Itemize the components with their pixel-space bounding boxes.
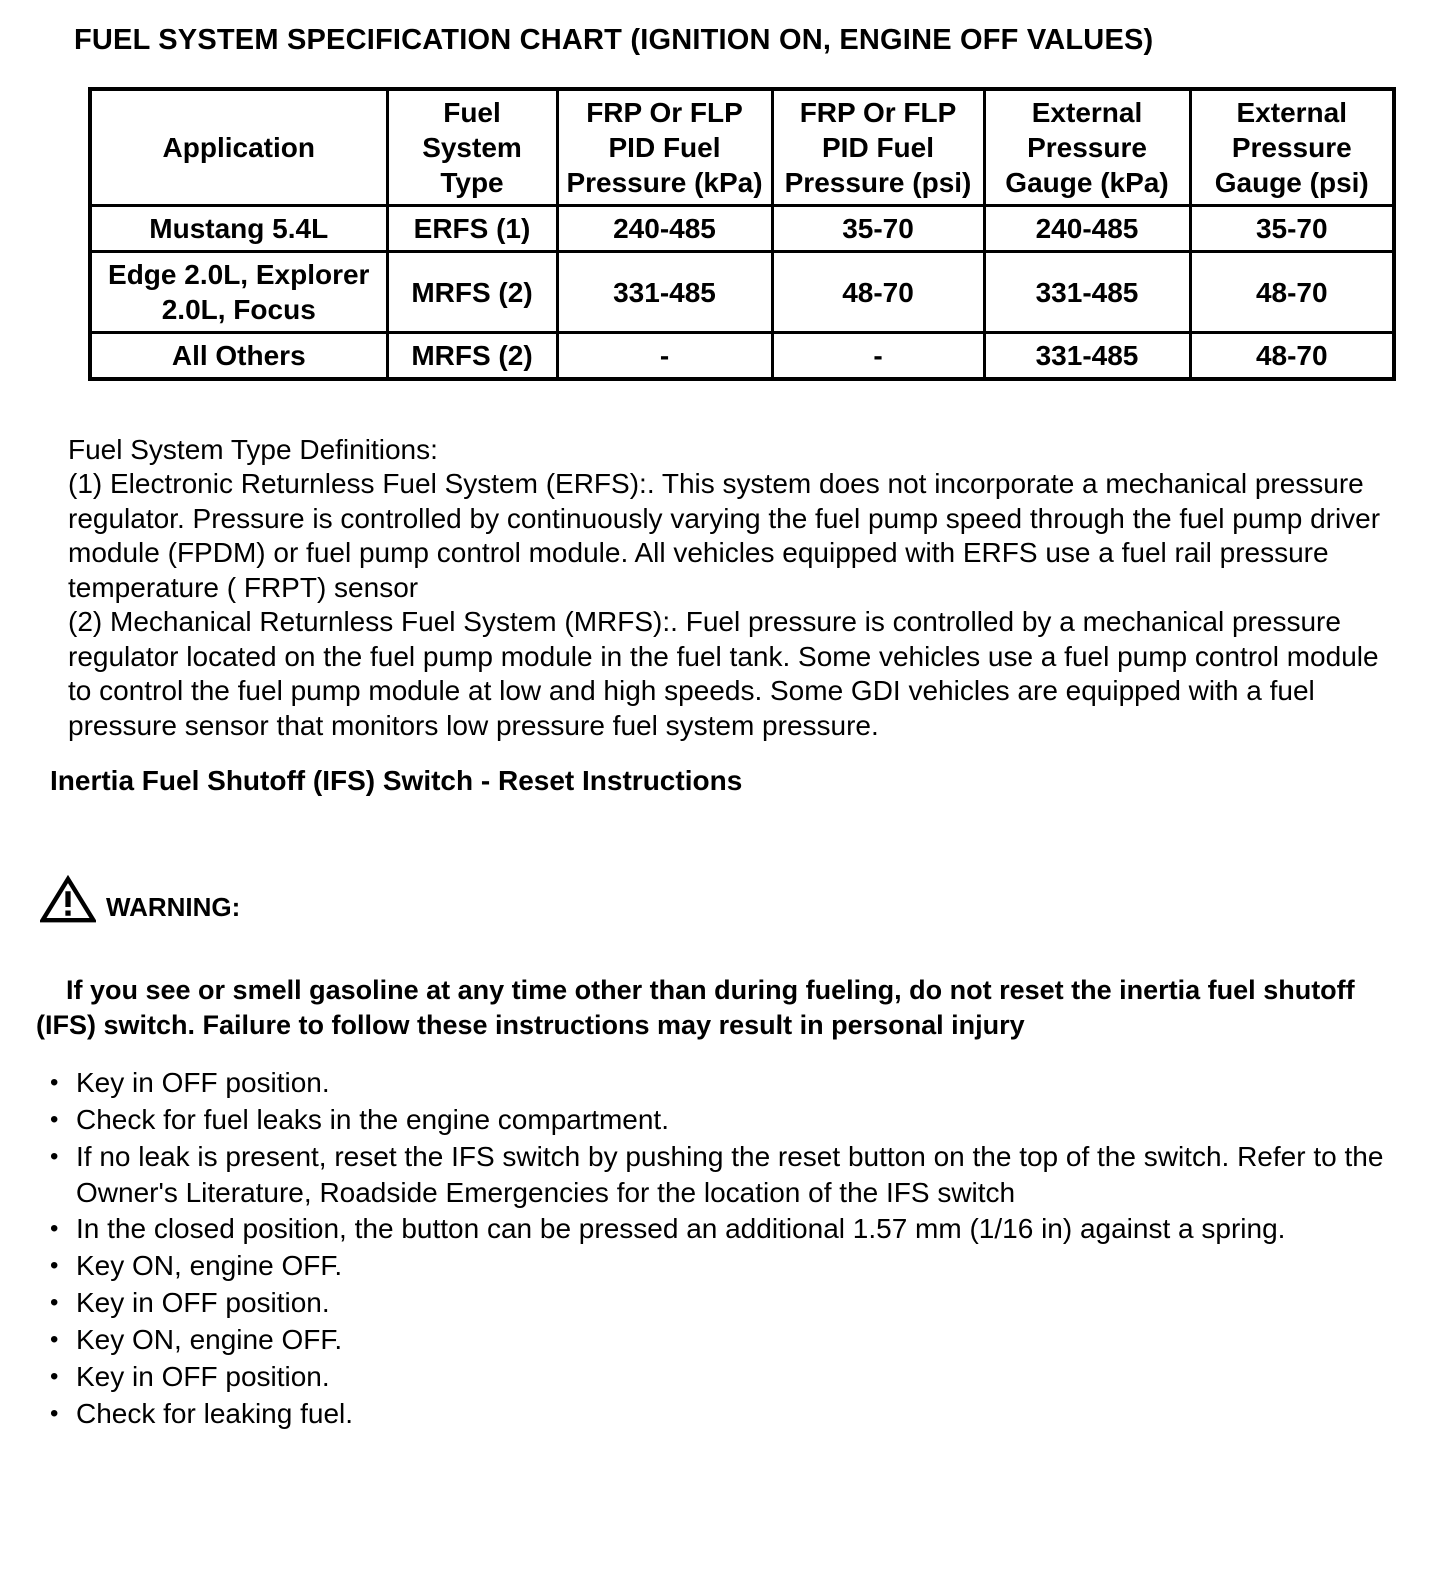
cell-application: Mustang 5.4L (90, 206, 387, 252)
cell-external-kpa: 331-485 (984, 333, 1190, 380)
cell-application: Edge 2.0L, Explorer 2.0L, Focus (90, 252, 387, 333)
cell-frp-psi: 48-70 (772, 252, 984, 333)
fuel-system-type-definitions (68, 433, 1398, 743)
cell-frp-psi: - (772, 333, 984, 380)
reset-instructions-list (44, 1065, 1384, 1431)
list-item: • Key in OFF position. (44, 1065, 1384, 1101)
warning-banner (40, 875, 1416, 925)
list-item: • Check for fuel leaks in the engine compartment. (44, 1102, 1384, 1138)
cell-application: All Others (90, 333, 387, 380)
warning-text: If you see or smell gasoline at any time other than during fueling, do not reset the inertia fuel shutoff (IFS) switch. Failure to follow these instructions may result in personal injury (36, 974, 1355, 1041)
warning-label: WARNING: (106, 891, 241, 922)
list-item: • Key in OFF position. (44, 1285, 1384, 1321)
warning-triangle-icon (40, 875, 96, 925)
column-header-frp-psi: FRP Or FLP PID Fuel Pressure (psi) (772, 89, 984, 206)
definition-erfs: (1) Electronic Returnless Fuel System (ERFS):. This system does not incorporate a mechanical pressure regulator. Pressure is controlled by continuously varying the fuel pump speed through the fuel pump driver module (FPDM) or fuel pump control module. All vehicles equipped with ERFS use a fuel rail pressure temperature ( FRPT) sensor (68, 468, 1381, 603)
list-item: • Key ON, engine OFF. (44, 1248, 1384, 1284)
table-row (90, 333, 1394, 380)
cell-external-psi: 48-70 (1190, 252, 1394, 333)
cell-frp-psi: 35-70 (772, 206, 984, 252)
list-item: • Key ON, engine OFF. (44, 1322, 1384, 1358)
page-title: FUEL SYSTEM SPECIFICATION CHART (IGNITION ON, ENGINE OFF VALUES) (74, 24, 1154, 56)
cell-frp-kpa: 331-485 (557, 252, 772, 333)
cell-external-kpa: 240-485 (984, 206, 1190, 252)
list-item: • In the closed position, the button can be pressed an additional 1.57 mm (1/16 in) against a spring. (44, 1211, 1384, 1247)
cell-external-psi: 35-70 (1190, 206, 1394, 252)
cell-system-type: MRFS (2) (387, 333, 557, 380)
cell-frp-kpa: 240-485 (557, 206, 772, 252)
table-row (90, 206, 1394, 252)
list-item: • Key in OFF position. (44, 1359, 1384, 1395)
column-header-fuel-system-type: Fuel System Type (387, 89, 557, 206)
list-item: • Check for leaking fuel. (44, 1396, 1384, 1432)
ifs-reset-heading: Inertia Fuel Shutoff (IFS) Switch - Reset Instructions (50, 764, 743, 796)
cell-system-type: MRFS (2) (387, 252, 557, 333)
cell-frp-kpa: - (557, 333, 772, 380)
column-header-external-kpa: External Pressure Gauge (kPa) (984, 89, 1190, 206)
fuel-spec-table (88, 87, 1396, 381)
cell-system-type: ERFS (1) (387, 206, 557, 252)
column-header-frp-kpa: FRP Or FLP PID Fuel Pressure (kPa) (557, 89, 772, 206)
table-row (90, 252, 1394, 333)
cell-external-psi: 48-70 (1190, 333, 1394, 380)
cell-external-kpa: 331-485 (984, 252, 1190, 333)
column-header-external-psi: External Pressure Gauge (psi) (1190, 89, 1394, 206)
definitions-intro: Fuel System Type Definitions: (68, 434, 438, 465)
list-item: • If no leak is present, reset the IFS switch by pushing the reset button on the top of the switch. Refer to the Owner's Literature, Roadside Emergencies for the location of the IFS switch (44, 1139, 1384, 1211)
column-header-application: Application (90, 89, 387, 206)
table-header-row (90, 89, 1394, 206)
definition-mrfs: (2) Mechanical Returnless Fuel System (MRFS):. Fuel pressure is controlled by a mechanical pressure regulator located on the fuel pump module in the fuel tank. Some vehicles use a fuel pump control module to control the fuel pump module at low and high speeds. Some GDI vehicles are equipped with a fuel pressure sensor that monitors low pressure fuel system pressure. (68, 606, 1379, 741)
